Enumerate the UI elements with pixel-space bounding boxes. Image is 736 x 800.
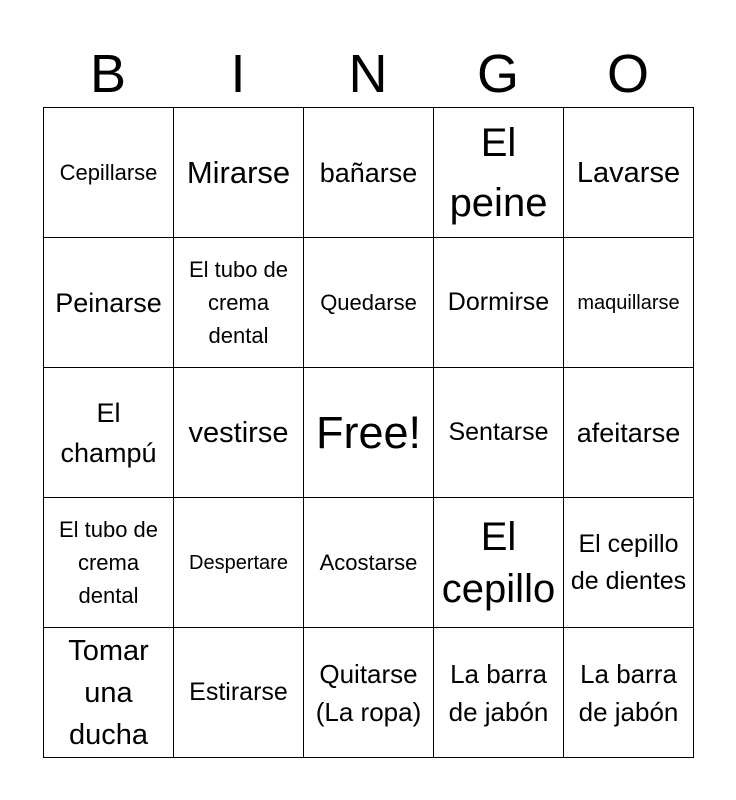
bingo-cell[interactable] [304,108,434,238]
bingo-cell[interactable] [564,498,694,628]
header-letter-b: B [89,44,127,104]
cell-text: Acostarse [319,550,418,575]
free-space[interactable] [304,368,434,498]
bingo-cell[interactable] [174,498,304,628]
bingo-cell[interactable] [434,368,564,498]
cell-text: La barra de jabón [578,658,679,727]
bingo-cell[interactable] [174,368,304,498]
bingo-cell[interactable] [44,628,174,758]
bingo-header [43,40,693,108]
bingo-cell[interactable] [564,368,694,498]
cell-text: El cepillo de dientes [570,529,687,595]
cell-text: El champú [60,397,157,468]
bingo-cell[interactable] [564,628,694,758]
cell-text: Peinarse [55,287,162,318]
bingo-cell[interactable] [44,368,174,498]
bingo-cell[interactable] [174,628,304,758]
cell-text: Quitarse (La ropa) [315,658,422,727]
cell-text: afeitarse [576,417,681,448]
cell-text: Despertare [189,551,288,574]
cell-text: El peine [449,120,548,225]
cell-text: Sentarse [448,418,549,446]
header-letter-g: G [476,44,519,104]
bingo-cell[interactable] [44,498,174,628]
bingo-cell[interactable] [434,498,564,628]
bingo-cell[interactable] [434,628,564,758]
header-letter-i: I [230,44,246,104]
bingo-board [43,107,694,758]
cell-text: El tubo de crema dental [58,517,159,608]
bingo-cell[interactable] [564,108,694,238]
bingo-cell[interactable] [304,238,434,368]
bingo-cell[interactable] [434,108,564,238]
cell-text: La barra de jabón [448,658,549,727]
header-letter-n: N [348,44,388,104]
free-space-text: Free! [315,406,422,458]
bingo-cell[interactable] [304,628,434,758]
cell-text: Lavarse [576,156,681,189]
bingo-cell[interactable] [44,108,174,238]
bingo-cell[interactable] [174,238,304,368]
bingo-cell[interactable] [44,238,174,368]
cell-text: bañarse [319,157,418,188]
cell-text: Cepillarse [59,160,158,185]
cell-text: Dormirse [447,288,550,316]
cell-text: Tomar una ducha [68,634,149,751]
bingo-cell[interactable] [434,238,564,368]
bingo-cell[interactable] [564,238,694,368]
cell-text: Mirarse [186,155,291,190]
cell-text: El tubo de crema dental [188,257,289,348]
header-letter-o: O [606,44,649,104]
cell-text: Estirarse [189,678,288,706]
cell-text: vestirse [188,416,289,449]
bingo-cell[interactable] [174,108,304,238]
cell-text: maquillarse [577,291,680,314]
bingo-cell[interactable] [304,498,434,628]
cell-text: Quedarse [320,290,417,315]
cell-text: El cepillo [441,514,556,611]
